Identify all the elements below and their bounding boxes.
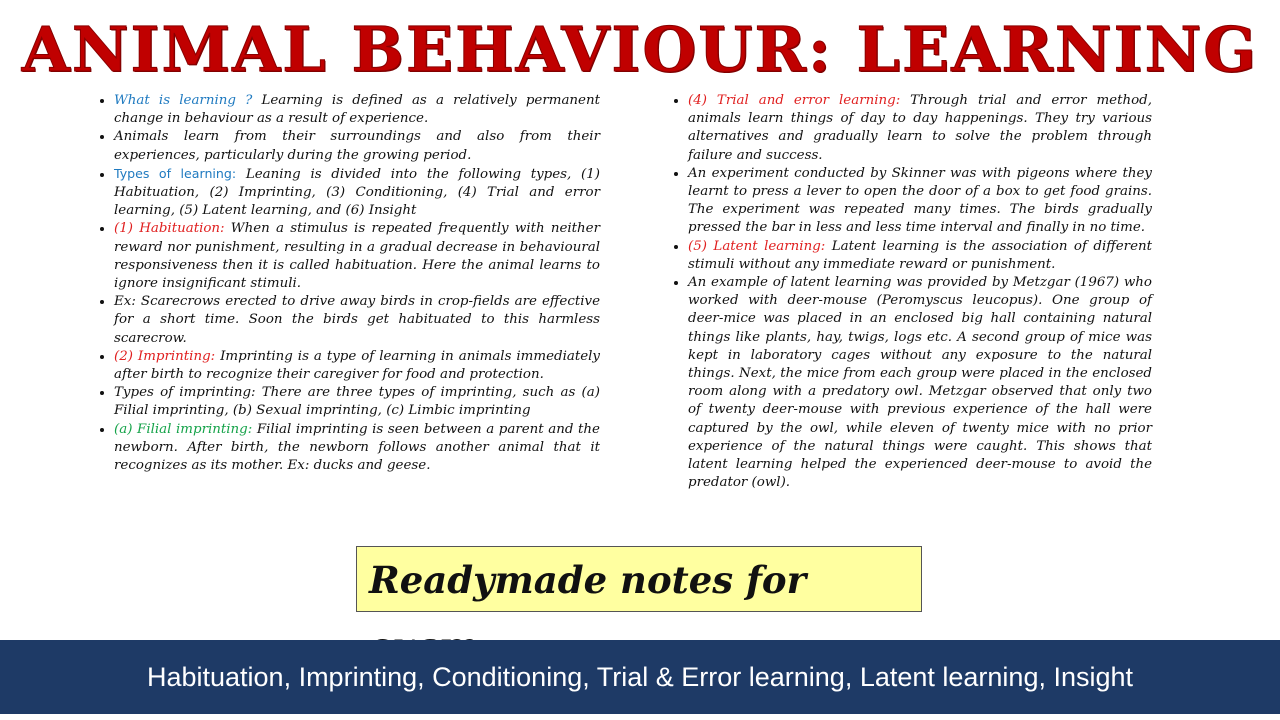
item-text: An experiment conducted by Skinner was with pigeons where they learnt to press a lever to open the door of a box to get food grains. The experiment was repeated many times. The birds gradually pressed the bar in less and less time interval and finally in no time. <box>688 165 1152 236</box>
list-item <box>114 293 600 348</box>
item-text: Types of imprinting: There are three types of imprinting, such as (a) Filial imprinting, (b) Sexual imprinting, (c) Limbic imprinting <box>114 385 600 419</box>
list-item <box>114 384 600 420</box>
item-label: (4) Trial and error learning: <box>688 93 901 108</box>
list-item <box>114 128 600 164</box>
list-item <box>688 238 1152 274</box>
left-notes-list <box>90 92 600 475</box>
item-label: Types of learning: <box>114 165 237 181</box>
list-item <box>114 421 600 476</box>
list-item <box>688 274 1152 492</box>
item-text: Learning is defined as a relatively permanent change in behaviour as a result of experience. <box>114 93 600 127</box>
item-text: When a stimulus is repeated frequently with neither reward nor punishment, resulting in a gradual decrease in behavioural responsiveness then it is called habituation. Here the animal learns to ignore insignificant stimuli. <box>114 221 600 292</box>
item-label: (1) Habituation: <box>114 221 225 237</box>
list-item <box>688 165 1152 238</box>
item-label: What is learning ? <box>114 93 253 108</box>
item-text: Ex: Scarecrows erected to drive away birds in crop-fields are effective for a short time. Soon the birds get habituated to this harmless scarecrow. <box>114 294 600 346</box>
list-item <box>688 92 1152 165</box>
item-label: (2) Imprinting: <box>114 348 216 364</box>
item-text: Animals learn from their surroundings and also from their experiences, particularly during the growing period. <box>114 129 600 163</box>
item-text: Filial imprinting is seen between a parent and the newborn. After birth, the newborn follows another animal that it recognizes as its mother. Ex: ducks and geese. <box>114 421 600 474</box>
item-text: Through trial and error method, animals learn things of day to day happenings. They try various alternatives and gradually learn to solve the problem through failure and success. <box>688 93 1153 163</box>
list-item <box>114 165 600 221</box>
list-item <box>114 348 600 384</box>
item-label: (5) Latent learning: <box>688 238 826 254</box>
item-text: Leaning is divided into the following types, (1) Habituation, (2) Imprinting, (3) Conditioning, (4) Trial and error learning, (5) Latent learning, and (6) Insight <box>114 166 600 219</box>
right-notes-column <box>664 92 1152 492</box>
left-notes-column <box>90 92 600 475</box>
item-text: An example of latent learning was provided by Metzgar (1967) who worked with deer-mouse (Peromyscus leucopus). One group of deer-mice was placed in an enclosed big hall containing natural things like plants, hay, twigs, logs etc. A second group of mice was kept in laboratory cages without any exposure to the natural things. Next, the mice from each group were placed in the enclosed room along with a predatory owl. Metzgar observed that only two of twenty deer-mouse with previous experience of the hall were captured by the owl, while eleven of twenty mice with no prior experience of the natural things were caught. This shows that latent learning helped the experienced deer-mouse to avoid the predator (owl). <box>688 275 1152 491</box>
item-label: (a) Filial imprinting: <box>114 421 253 437</box>
list-item <box>114 220 600 293</box>
bottom-strip <box>0 714 1280 720</box>
topics-banner: Habituation, Imprinting, Conditioning, Trial & Error learning, Latent learning, Insight <box>0 640 1280 714</box>
item-text: Imprinting is a type of learning in animals immediately after birth to recognize their caregiver for food and protection. <box>114 348 600 383</box>
right-notes-list <box>664 92 1152 492</box>
list-item <box>114 92 600 128</box>
page-title: ANIMAL BEHAVIOUR: LEARNING <box>21 13 1259 86</box>
readymade-notes-callout: Readymade notes for <box>356 546 922 612</box>
item-text: Latent learning is the association of different stimuli without any immediate reward or punishment. <box>688 238 1153 272</box>
